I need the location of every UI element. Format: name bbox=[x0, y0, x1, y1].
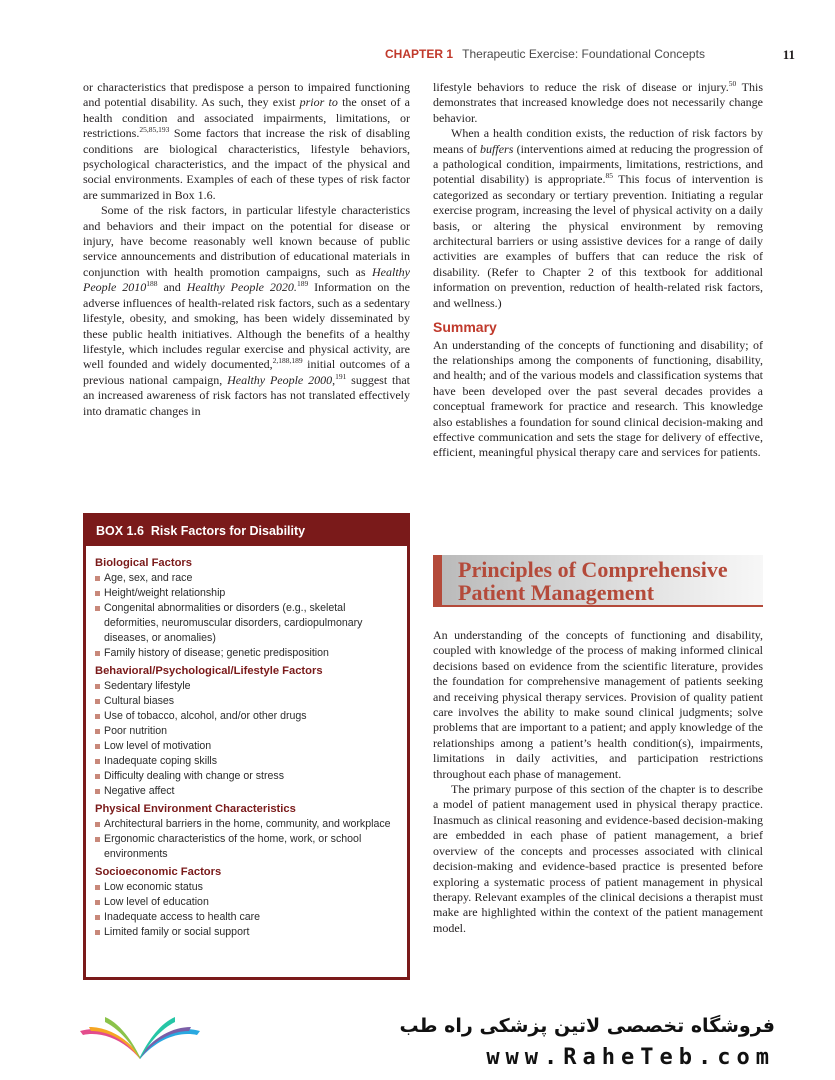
box-list-item: Congenital abnormalities or disorders (e.g., skeletal deformities, neuromuscular disorders, cardiopulmonary diseases, or anomalies) bbox=[95, 601, 397, 646]
box-header bbox=[86, 516, 407, 546]
section-heading: Principles of Comprehensive Patient Management bbox=[458, 557, 728, 605]
page-number: 11 bbox=[782, 47, 795, 62]
box-category-heading: Physical Environment Characteristics bbox=[95, 803, 296, 815]
box-list-item: Low economic status bbox=[95, 880, 397, 895]
box-list-item: Sedentary lifestyle bbox=[95, 679, 397, 694]
chapter-title: Therapeutic Exercise: Foundational Concepts bbox=[462, 47, 705, 61]
box-list-item: Inadequate coping skills bbox=[95, 754, 397, 769]
box-item-list bbox=[95, 679, 397, 799]
box-list-item: Architectural barriers in the home, community, and workplace bbox=[95, 817, 397, 832]
box-title: Risk Factors for Disability bbox=[150, 524, 306, 538]
box-list-item: Age, sex, and race bbox=[95, 571, 397, 586]
book-logo-icon bbox=[75, 1013, 205, 1063]
box-list-item: Low level of education bbox=[95, 895, 397, 910]
box-list-item: Difficulty dealing with change or stress bbox=[95, 769, 397, 784]
box-list-item: Cultural biases bbox=[95, 694, 397, 709]
summary-heading: Summary bbox=[433, 319, 497, 336]
banner-accent-bar bbox=[433, 555, 442, 605]
box-list-item: Use of tobacco, alcohol, and/or other drugs bbox=[95, 709, 397, 724]
box-category-heading: Behavioral/Psychological/Lifestyle Factors bbox=[95, 665, 323, 677]
store-name: فروشگاه تخصصی لاتین پزشکی راه طب bbox=[399, 1015, 775, 1037]
box-item-list bbox=[95, 817, 397, 862]
summary-paragraph: An understanding of the concepts of functioning and disability; of the relationships among the components of functioning, disability, and health; and of the various models and classification systems that have been developed over the past several decades provides a conceptual framework for practice and research. This knowledge also establishes a foundation for sound clinical decision-making and effective communication and sets the stage for delivery of effective, efficient, meaningful physical therapy care and services for patients. bbox=[433, 337, 763, 460]
right-column bbox=[433, 80, 763, 461]
box-list-item: Low level of motivation bbox=[95, 739, 397, 754]
watermark-footer bbox=[30, 993, 805, 1080]
paragraph: The primary purpose of this section of the chapter is to describe a model of patient management used in physical therapy practice. Inasmuch as clinical reasoning and evidence-based decision-making are embedded in each phase of patient management, a brief overview of the concepts and processes associated with clinical decision-making and evidence-based practice is presented before exploring a systematic process of patient management in physical therapy. Relevant examples of the clinical decisions a therapist must make are highlighted within the context of the patient management model. bbox=[433, 782, 763, 935]
running-header bbox=[385, 47, 795, 61]
box-category-heading: Biological Factors bbox=[95, 557, 192, 569]
box-item-list bbox=[95, 880, 397, 940]
box-label: BOX 1.6 bbox=[96, 524, 144, 538]
paragraph: When a health condition exists, the reduction of risk factors by means of buffers (interventions aimed at reducing the progression of a pathological condition, impairments, limitations, restrictions, and potential disability) is appropriate.$^{85}$ This focus of intervention is categorized as secondary or tertiary prevention. Initiating a regular exercise program, increasing the level of physical activity on a daily basis, or altering the physical environment by removing architectural barriers or using assistive devices for a range of daily activities are examples of buffers that can reduce the risk of disability. (Refer to Chapter 2 of this textbook for additional information on prevention, reduction of health-related risk factors, and wellness.) bbox=[433, 126, 764, 310]
paragraph: lifestyle behaviors to reduce the risk of disease or injury.$^{50}$ This demonstrates that increased knowledge does not necessarily change behavior. bbox=[433, 79, 763, 125]
box-item-list bbox=[95, 571, 397, 661]
box-list-item: Limited family or social support bbox=[95, 925, 397, 940]
section-heading-banner bbox=[433, 555, 763, 607]
paragraph: Some of the risk factors, in particular lifestyle characteristics and behaviors and their impact on the potential for disease or injury, have become reasonably well known because of public service announcements and distribution of educational materials in conjunction with health promotion campaigns, such as Healthy People 2010$^{188}$ and Healthy People 2020.$^{189}$ Information on the adverse influences of health-related risk factors, such as a sedentary lifestyle, obesity, and smoking, has been widely disseminated by these public health initiatives. Although the benefits of a healthy lifestyle, which includes regular exercise and physical activity, are well founded and widely documented,$^{2,188,189}$ initial outcomes of a previous national campaign, Healthy People 2000,$^{191}$ suggest that an increased awareness of risk factors has not translated effectively into dramatic changes in bbox=[83, 203, 410, 418]
box-body bbox=[86, 546, 407, 940]
box-list-item: Height/weight relationship bbox=[95, 586, 397, 601]
box-list-item: Ergonomic characteristics of the home, work, or school environments bbox=[95, 832, 397, 862]
box-list-item: Family history of disease; genetic predisposition bbox=[95, 646, 397, 661]
paragraph: An understanding of the concepts of functioning and disability, coupled with knowledge of the process of making informed clinical decisions based on evidence from the scientific literature, provides the foundation for comprehensive management of patients seeking and receiving physical therapy services. Provision of quality patient care involves the ability to make sound clinical judgments; solve problems that are important to a patient; and apply knowledge of the relationships among a patient’s health condition(s), impairments, limitations in daily activities, and participation restrictions throughout each phase of management. bbox=[433, 628, 763, 781]
chapter-label: CHAPTER 1 bbox=[385, 47, 454, 61]
principles-section-text bbox=[433, 628, 763, 936]
box-list-item: Negative affect bbox=[95, 784, 397, 799]
box-list-item: Inadequate access to health care bbox=[95, 910, 397, 925]
paragraph: or characteristics that predispose a person to impaired functioning and potential disability. As such, they exist prior to the onset of a health condition and associated impairments, limitations, or restrictions.$^{25,85,193}$ Some factors that increase the risk of disabling conditions are biological characteristics, lifestyle behaviors, psychological characteristics, and the impact of the physical and social environments. Examples of each of these types of risk factor are summarized in Box 1.6. bbox=[83, 80, 410, 202]
left-column bbox=[83, 80, 410, 419]
box-category-heading: Socioeconomic Factors bbox=[95, 866, 222, 878]
risk-factors-box bbox=[83, 513, 410, 980]
store-url: www.RaheTeb.com bbox=[486, 1045, 775, 1070]
box-list-item: Poor nutrition bbox=[95, 724, 397, 739]
